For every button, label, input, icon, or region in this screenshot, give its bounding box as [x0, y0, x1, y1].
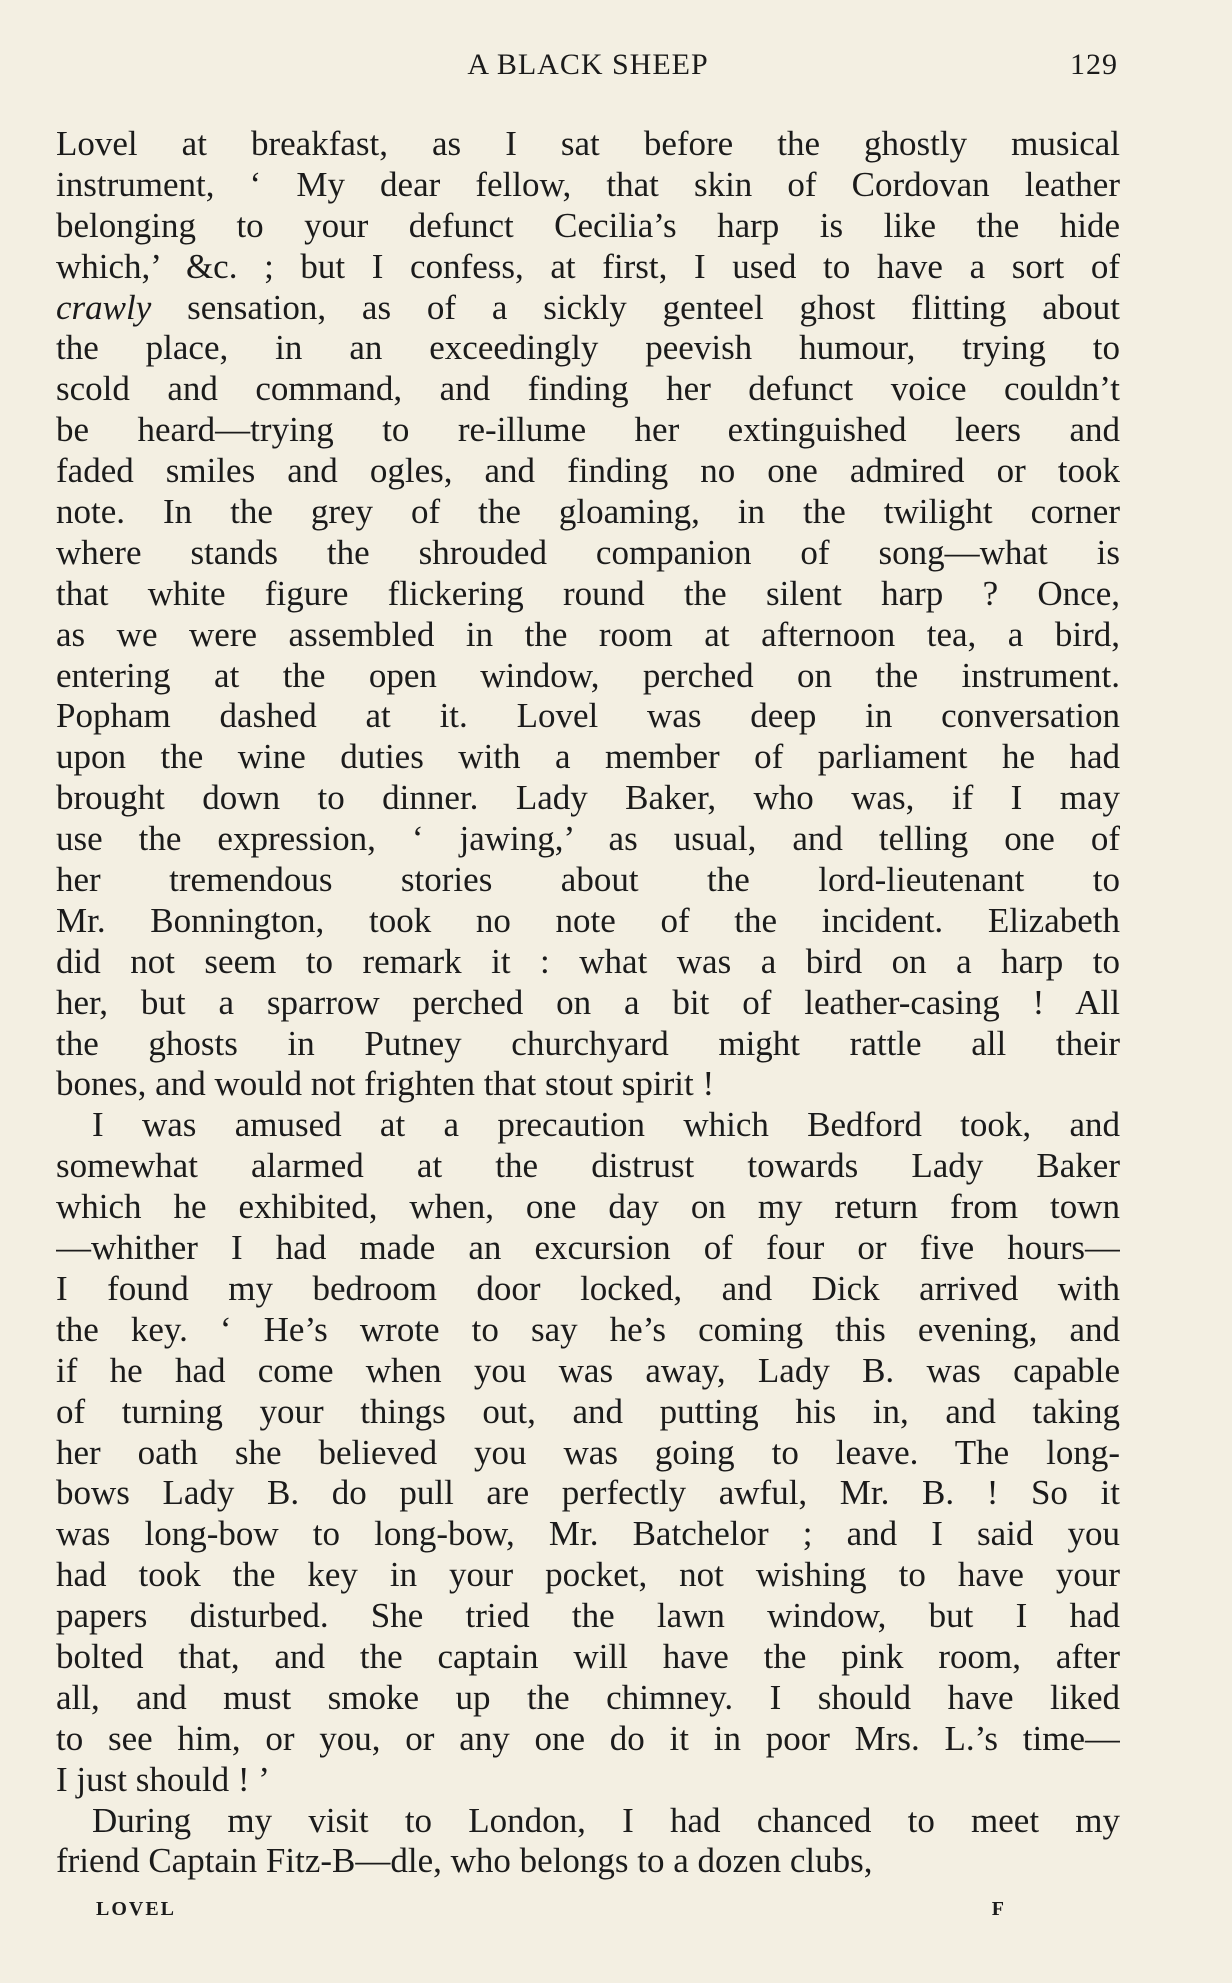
text-line: note. In the grey of the gloaming, in the twilight corner — [56, 492, 1120, 532]
text-line: of turning your things out, and putting his in, and taking — [56, 1391, 1120, 1431]
text-line: Lovel at breakfast, as I sat before the ghostly musical — [56, 124, 1120, 163]
text-line: Popham dashed at it. Lovel was deep in conversation — [56, 696, 1120, 736]
page-footer — [96, 1898, 1006, 1928]
text-line: friend Captain Fitz-B—dle, who belongs to a dozen clubs, — [56, 1841, 873, 1881]
text-line: Mr. Bonnington, took no note of the incident. Elizabeth — [56, 900, 1120, 940]
text-line: brought down to dinner. Lady Baker, who was, if I may — [56, 778, 1120, 818]
text-line: that white figure flickering round the silent harp ? Once, — [56, 573, 1120, 613]
text-line: did not seem to remark it : what was a bird on a harp to — [56, 941, 1120, 981]
text-line: as we were assembled in the room at afternoon tea, a bird, — [56, 614, 1120, 654]
text-line: I was amused at a precaution which Bedford took, and — [92, 1105, 1120, 1145]
text-line: entering at the open window, perched on the instrument. — [56, 655, 1120, 695]
text-line: I found my bedroom door locked, and Dick arrived with — [56, 1268, 1120, 1308]
text-line: be heard—trying to re-illume her extinguished leers and — [56, 410, 1120, 450]
text-line: bolted that, and the captain will have the pink room, after — [56, 1636, 1120, 1676]
text-line: bows Lady B. do pull are perfectly awful, Mr. B. ! So it — [56, 1473, 1120, 1513]
text-line: her, but a sparrow perched on a bit of leather-casing ! All — [56, 982, 1120, 1022]
text-line: where stands the shrouded companion of song—what is — [56, 532, 1120, 572]
running-title: A BLACK SHEEP — [467, 48, 709, 81]
text-line: During my visit to London, I had chanced to meet my — [92, 1800, 1120, 1840]
text-line: to see him, or you, or any one do it in poor Mrs. L.’s time— — [56, 1718, 1120, 1758]
page-number: 129 — [1070, 48, 1118, 81]
text-line: scold and command, and finding her defunct voice couldn’t — [56, 369, 1120, 409]
text-line: which he exhibited, when, one day on my return from town — [56, 1187, 1120, 1227]
text-line: somewhat alarmed at the distrust towards Lady Baker — [56, 1146, 1120, 1186]
text-line: which,’ &c. ; but I confess, at first, I used to have a sort of — [56, 246, 1120, 286]
text-line: the key. ‘ He’s wrote to say he’s coming this evening, and — [56, 1309, 1120, 1349]
text-line: the place, in an exceedingly peevish humour, trying to — [56, 328, 1120, 368]
italic-word: crawly — [56, 287, 152, 327]
text-line: —whither I had made an excursion of four or five hours— — [56, 1228, 1120, 1268]
text-line: all, and must smoke up the chimney. I should have liked — [56, 1677, 1120, 1717]
text-line: the ghosts in Putney churchyard might rattle all their — [56, 1023, 1120, 1063]
signature-mark: LOVEL — [96, 1898, 177, 1920]
text-line: belonging to your defunct Cecilia’s harp is like the hide — [56, 205, 1120, 245]
text-line: upon the wine duties with a member of parliament he had — [56, 737, 1120, 777]
body-text — [56, 124, 1120, 1882]
text-line: I just should ! ’ — [56, 1759, 270, 1799]
signature-letter: F — [991, 1898, 1006, 1920]
text-line: bones, and would not frighten that stout spirit ! — [56, 1064, 715, 1104]
text-line: papers disturbed. She tried the lawn window, but I had — [56, 1596, 1120, 1636]
text-line: had took the key in your pocket, not wishing to have your — [56, 1555, 1120, 1595]
text-line: her oath she believed you was going to leave. The long- — [56, 1432, 1120, 1472]
line-text: sensation, as of a sickly genteel ghost flitting about — [151, 287, 1120, 327]
text-line: her tremendous stories about the lord-lieutenant to — [56, 860, 1120, 900]
text-line: was long-bow to long-bow, Mr. Batchelor ; and I said you — [56, 1514, 1120, 1554]
text-line: instrument, ‘ My dear fellow, that skin of Cordovan leather — [56, 164, 1120, 204]
text-line: if he had come when you was away, Lady B. was capable — [56, 1350, 1120, 1390]
text-line: faded smiles and ogles, and finding no one admired or took — [56, 451, 1120, 491]
running-head — [58, 48, 1118, 88]
text-line — [56, 288, 1120, 329]
text-line: use the expression, ‘ jawing,’ as usual, and telling one of — [56, 819, 1120, 859]
